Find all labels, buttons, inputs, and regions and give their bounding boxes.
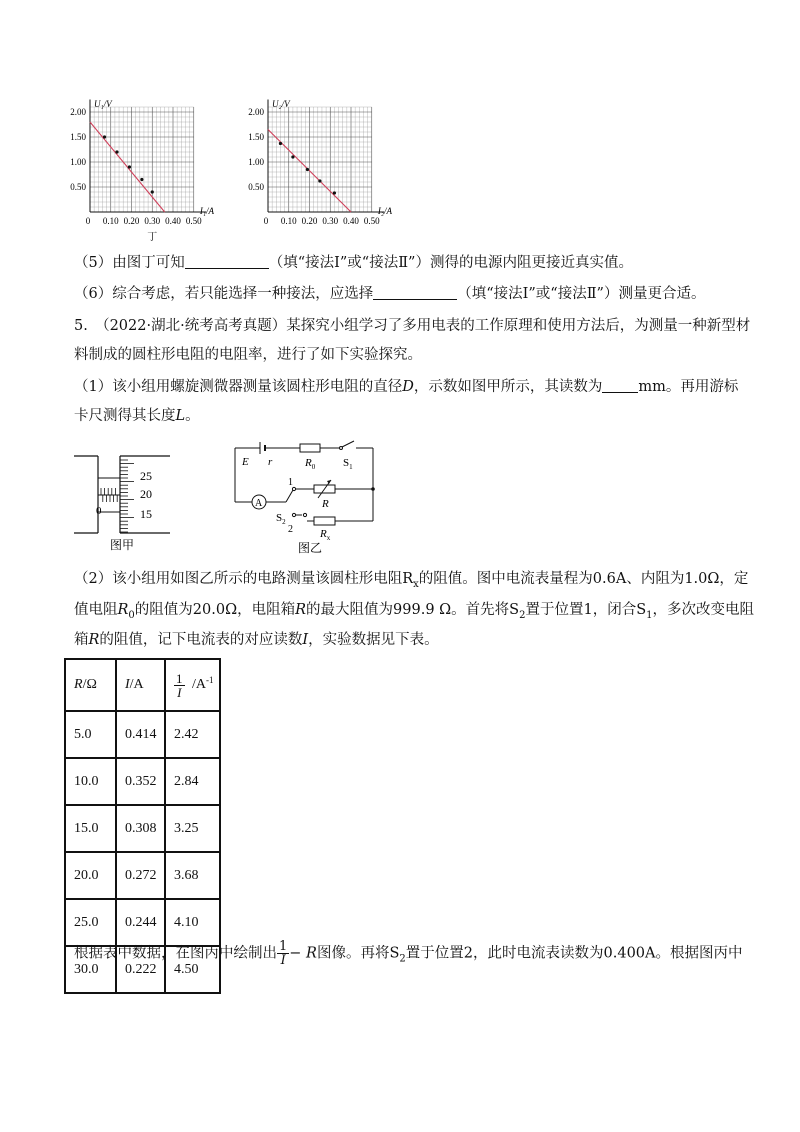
part-1-line2-text: 卡尺测得其长度	[74, 408, 176, 424]
circuit-figure	[230, 440, 390, 555]
data-point	[128, 165, 131, 168]
x-tick-label: 0.50	[185, 216, 202, 226]
symbol-R-line3: R	[88, 632, 100, 648]
part-2-line2-d: 置于位置1，闭合S	[525, 602, 647, 618]
symbol-I: I	[302, 632, 309, 648]
sub-x: x	[413, 578, 419, 590]
part-1-line1	[74, 374, 738, 401]
micrometer-label-15: 15	[140, 507, 152, 521]
symbol-R-last: R	[306, 945, 317, 962]
cell-inv-I: 3.25	[165, 805, 220, 852]
x-axis-label: I₂/A	[377, 206, 393, 216]
y-tick-label: 1.50	[248, 132, 264, 142]
part-2-line3	[74, 627, 439, 654]
graph-right	[248, 99, 392, 226]
q6-text-a: （6）综合考虑，若只能选择一种接法，应选择	[74, 286, 374, 302]
cell-R: 10.0	[65, 758, 116, 805]
switch-S2-contact-2	[292, 513, 295, 516]
y-tick-label: 2.00	[70, 107, 86, 117]
x-tick-label: 0.10	[102, 216, 119, 226]
label-R: R	[322, 498, 329, 510]
sub-2-last: 2	[399, 953, 406, 965]
q5-answer-blank[interactable]	[185, 254, 269, 269]
part-2-line2-c: 的最大阻值为999.9 Ω。首先将S	[306, 602, 520, 618]
last-line-c: 置于位置2，此时电流表读数为0.400A。根据图丙中	[405, 945, 743, 962]
data-point	[103, 135, 106, 138]
table-row	[65, 852, 220, 899]
y-axis-label: U₁/V	[94, 99, 112, 109]
data-point	[151, 190, 154, 193]
part-2-line3-a: 箱	[74, 632, 89, 648]
resistor-R0	[300, 444, 320, 452]
label-S1: $S_1$	[343, 457, 353, 471]
table-row	[65, 758, 220, 805]
label-S2: $S_2$	[276, 512, 286, 526]
part-2-text-b: 的阻值。图中电流表量程为0.6A、内阻为1.0Ω，定	[418, 571, 749, 587]
q6-answer-blank[interactable]	[373, 285, 457, 300]
sub-0: 0	[128, 609, 135, 621]
graph-ding	[60, 94, 440, 244]
cell-R: 20.0	[65, 852, 116, 899]
cell-I: 0.222	[116, 946, 165, 993]
resistor-Rx	[314, 517, 335, 525]
cell-I: 0.244	[116, 899, 165, 946]
y-tick-label: 0.50	[70, 182, 86, 192]
data-point	[115, 150, 118, 153]
cell-I: 0.414	[116, 711, 165, 758]
y-tick-label: 1.50	[70, 132, 86, 142]
part-1-text-c: mm。再用游标	[638, 379, 739, 395]
x-tick-label: 0.20	[301, 216, 318, 226]
graph-left	[70, 99, 214, 243]
micrometer-caption: 图甲	[110, 538, 135, 552]
sub-1: 1	[646, 609, 653, 621]
question-6-line	[74, 281, 705, 308]
x-tick-label: 0.30	[144, 216, 161, 226]
y-tick-label: 0.50	[248, 182, 264, 192]
symbol-D: D	[402, 379, 414, 395]
label-pos-2: 2	[288, 524, 293, 535]
table-row	[65, 805, 220, 852]
data-point	[291, 155, 294, 158]
data-point	[318, 179, 321, 182]
header-R: R/Ω	[65, 659, 116, 711]
micrometer-label-25: 25	[140, 469, 152, 483]
label-r: r	[268, 456, 273, 468]
symbol-L: L	[175, 408, 186, 424]
label-pos-1: 1	[288, 477, 293, 488]
circuit-caption: 图乙	[298, 541, 323, 555]
last-line-a: 根据表中数据，在图丙中绘制出	[74, 945, 277, 962]
problem-5-line1: 5. （2022·湖北·统考高考真题）某探究小组学习了多用电表的工作原理和使用方法后，为测量一种新型材	[74, 318, 751, 334]
cell-R: 5.0	[65, 711, 116, 758]
cell-I: 0.352	[116, 758, 165, 805]
y-tick-label: 1.00	[248, 157, 264, 167]
part-2-line2-a: 值电阻	[74, 602, 118, 618]
data-point	[306, 168, 309, 171]
part-2-line2	[74, 597, 754, 629]
label-R0: $R_0$	[305, 457, 316, 471]
part-2-line2-b: 的阻值为20.0Ω，电阻箱	[134, 602, 296, 618]
cell-I: 0.308	[116, 805, 165, 852]
cell-inv-I: 2.84	[165, 758, 220, 805]
header-inv-I: $\frac{1}{I}$ $/A^{-1}$	[165, 659, 220, 711]
y-axis-label: U₂/V	[272, 99, 290, 109]
x-tick-label: 0.40	[165, 216, 181, 226]
question-5-line	[74, 250, 633, 277]
micrometer-reading-blank[interactable]	[602, 378, 638, 393]
part-2-line3-c: ，实验数据见下表。	[308, 632, 439, 648]
part-1-text-b: ，示数如图甲所示，其读数为	[413, 379, 603, 395]
cell-R: 30.0	[65, 946, 116, 993]
cell-I: 0.272	[116, 852, 165, 899]
label-E: E	[242, 456, 249, 468]
last-line	[74, 940, 743, 972]
cell-inv-I: 2.42	[165, 711, 220, 758]
part-2-line2-e: ，多次改变电阻	[652, 602, 755, 618]
x-axis-label: I₁/A	[199, 206, 215, 216]
last-line-b: 图像。再将S	[316, 945, 400, 962]
x-tick-label: 0.50	[363, 216, 380, 226]
y-tick-label: 2.00	[248, 107, 264, 117]
inv-I-fraction: $\frac{1}{I}$	[279, 939, 288, 968]
switch-S1-blade	[342, 441, 354, 447]
cell-inv-I: 3.68	[165, 852, 220, 899]
cell-inv-I: 4.50	[165, 946, 220, 993]
table-row	[65, 899, 220, 946]
problem-5-line2: 料制成的圆柱形电阻的电阻率，进行了如下实验探究。	[74, 347, 422, 363]
symbol-R: R	[295, 602, 307, 618]
cell-R: 15.0	[65, 805, 116, 852]
y-tick-label: 1.00	[70, 157, 86, 167]
graph-caption: 丁	[147, 232, 158, 243]
table-header-row	[65, 659, 220, 711]
q5-text-b: （填“接法Ⅰ”或“接法Ⅱ”）测得的电源内阻更接近真实值。	[268, 255, 633, 271]
x-tick-label: 0.20	[123, 216, 140, 226]
part-1-line2	[74, 403, 200, 430]
part-2-line3-b: 的阻值，记下电流表的对应读数	[99, 632, 303, 648]
data-point	[140, 178, 143, 181]
symbol-R0: R	[117, 602, 129, 618]
switch-S2-blade	[286, 490, 293, 502]
part-2-text-a: （2）该小组用如图乙所示的电路测量该圆柱形电阻R	[74, 571, 414, 587]
part-2-line1	[74, 566, 748, 598]
sub-2: 2	[519, 609, 526, 621]
q5-text-a: （5）由图丁可知	[74, 255, 185, 271]
x-tick-label: 0.40	[343, 216, 359, 226]
x-tick-label: 0.30	[322, 216, 339, 226]
part-1-text: （1）该小组用螺旋测微器测量该圆柱形电阻的直径	[74, 379, 403, 395]
origin-label: 0	[263, 216, 269, 226]
label-A: A	[255, 498, 263, 509]
data-point	[333, 191, 336, 194]
part-1-line2-end: 。	[185, 408, 200, 424]
table-row	[65, 711, 220, 758]
cell-R: 25.0	[65, 899, 116, 946]
x-tick-label: 0.10	[280, 216, 297, 226]
label-Rx: $R_x$	[320, 528, 331, 542]
micrometer-zero: 0	[96, 505, 102, 517]
data-point	[279, 142, 282, 145]
minus: −	[289, 945, 307, 962]
header-I: I/A	[116, 659, 165, 711]
origin-label: 0	[85, 216, 91, 226]
q6-text-b: （填“接法Ⅰ”或“接法Ⅱ”）测量更合适。	[457, 286, 706, 302]
micrometer-label-20: 20	[140, 487, 152, 501]
micrometer-figure	[70, 452, 180, 552]
cell-inv-I: 4.10	[165, 899, 220, 946]
